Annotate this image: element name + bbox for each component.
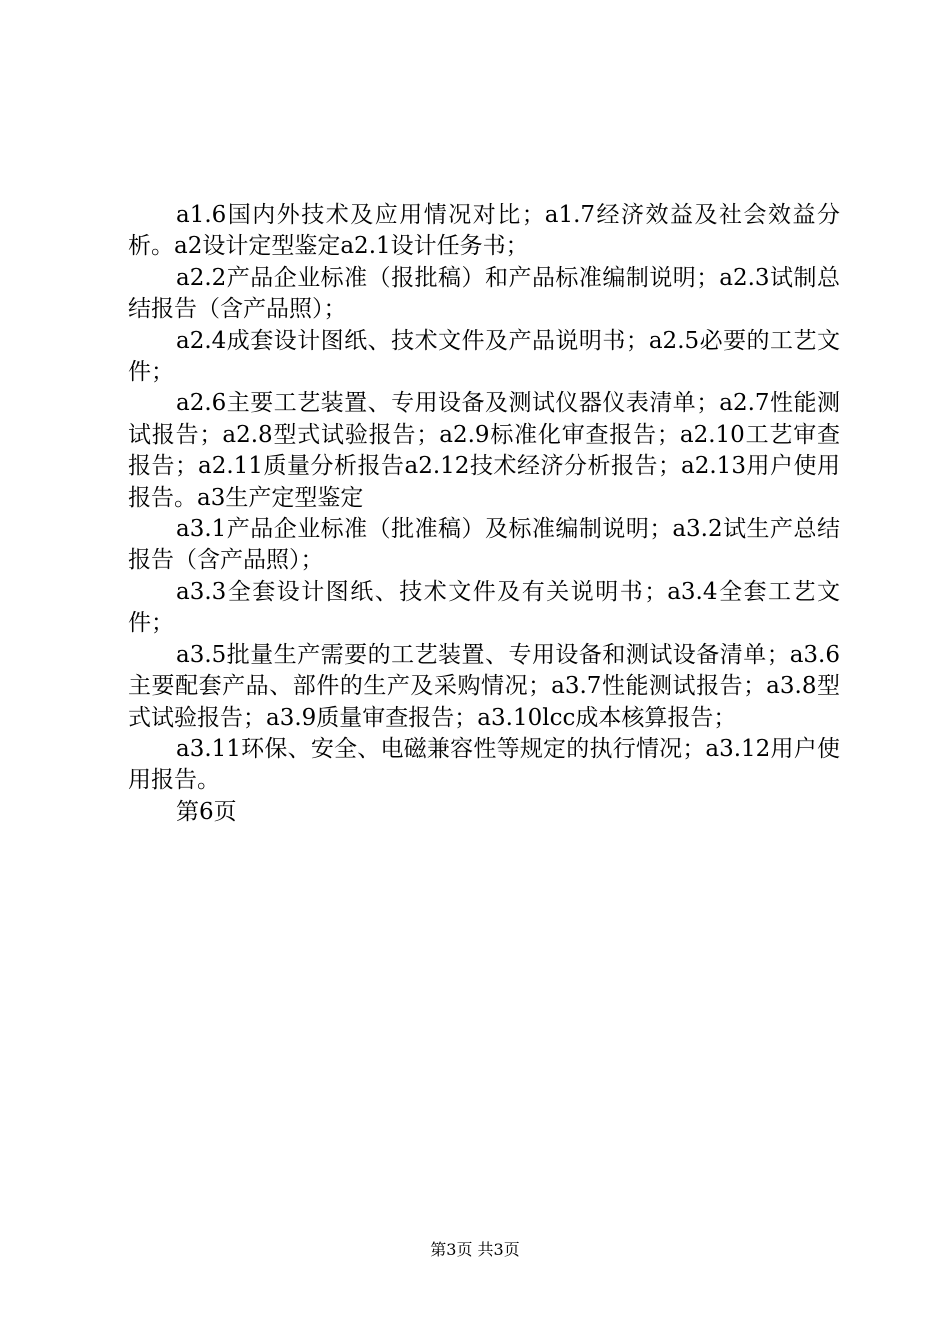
page-footer: 第3页 共3页 — [430, 1240, 520, 1259]
paragraph: a2.2产品企业标准（报批稿）和产品标准编制说明；a2.3试制总结报告（含产品照）； — [128, 264, 840, 323]
paragraph: a3.11环保、安全、电磁兼容性等规定的执行情况；a3.12用户使用报告。 — [128, 735, 840, 794]
paragraph: a3.1产品企业标准（批准稿）及标准编制说明；a3.2试生产总结报告（含产品照）； — [128, 516, 840, 574]
paragraph: a3.3全套设计图纸、技术文件及有关说明书；a3.4全套工艺文件； — [128, 578, 840, 637]
paragraph: a2.6主要工艺装置、专用设备及测试仪器仪表清单；a2.7性能测试报告；a2.8型式试验报告；a2.9标准化审查报告；a2.10工艺审查报告；a2.11质量分析报告a2.12技术经济分析报告；a2.13用户使用报告。a3生产定型鉴定 — [128, 390, 840, 511]
document-body — [128, 200, 840, 828]
inline-page-label: 第6页 — [176, 798, 237, 825]
paragraph: a1.6国内外技术及应用情况对比；a1.7经济效益及社会效益分析。a2设计定型鉴定a2.1设计任务书； — [128, 202, 840, 260]
paragraph: a3.5批量生产需要的工艺装置、专用设备和测试设备清单；a3.6主要配套产品、部件的生产及采购情况；a3.7性能测试报告；a3.8型式试验报告；a3.9质量审查报告；a3.10lcc成本核算报告； — [128, 641, 840, 731]
paragraph: a2.4成套设计图纸、技术文件及产品说明书；a2.5必要的工艺文件； — [128, 327, 840, 386]
